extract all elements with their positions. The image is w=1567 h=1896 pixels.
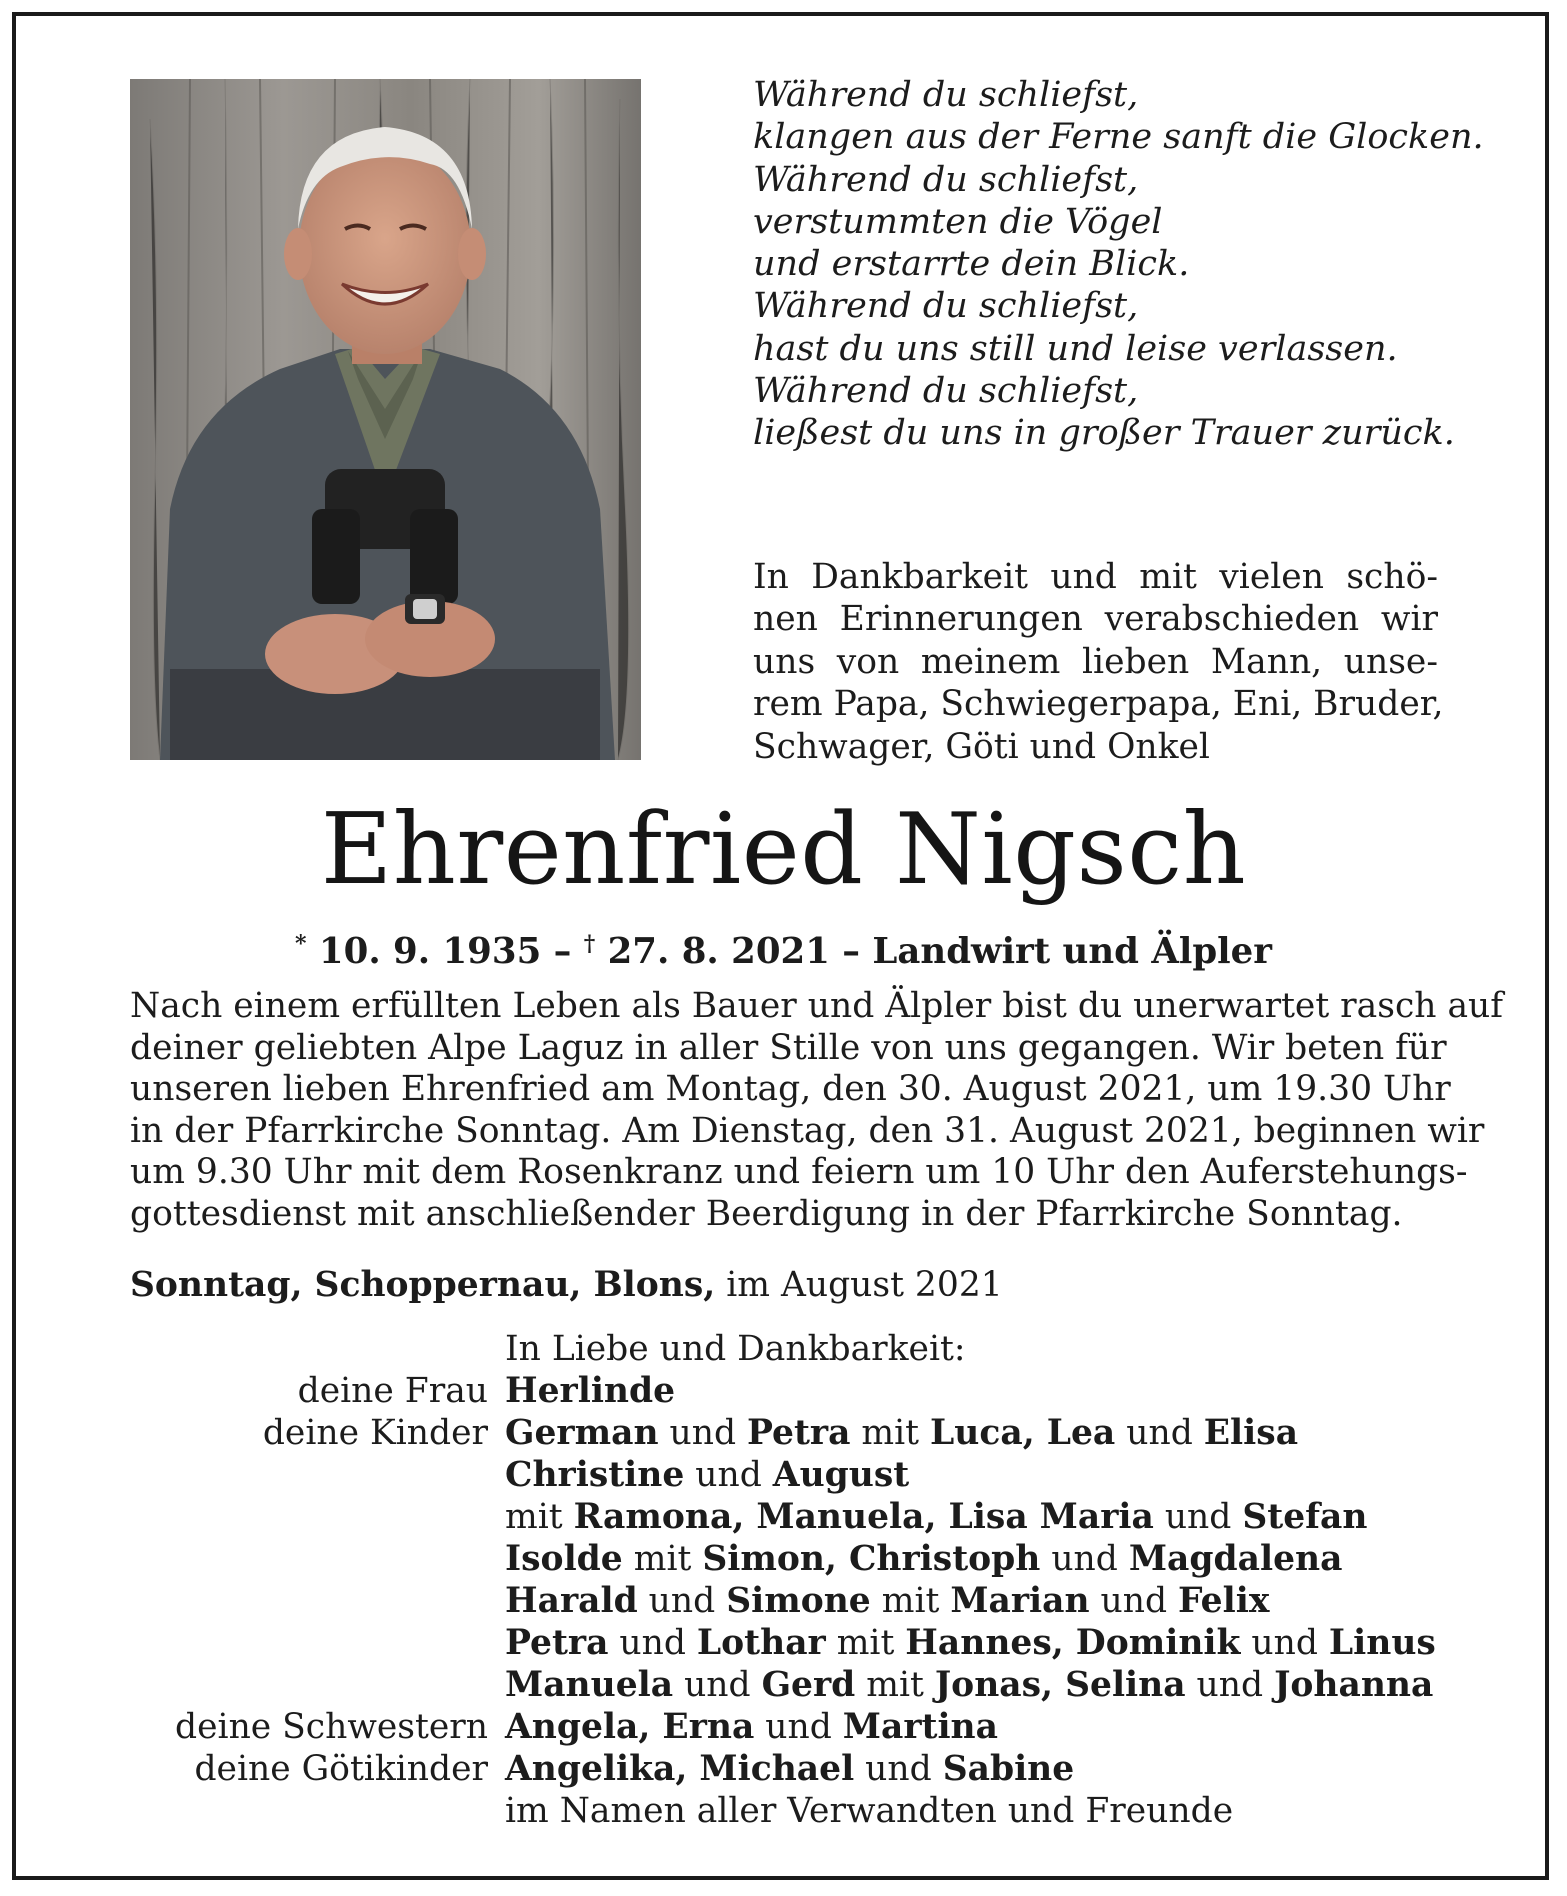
family-member-name: Ramona, Manuela, Lisa Maria <box>573 1497 1154 1537</box>
poem-line: Während du schliefst, <box>753 371 1139 412</box>
body-line: um 9.30 Uhr mit dem Rosenkranz und feiern um 10 Uhr den Auferstehungs- <box>130 1152 1468 1193</box>
sisters-line <box>505 1706 1460 1748</box>
godchildren-line <box>505 1748 1460 1790</box>
family-connector: und <box>1115 1413 1204 1453</box>
family-connector: und <box>1089 1581 1179 1621</box>
family-connector: mit <box>850 1413 930 1453</box>
family-member-name: Martina <box>842 1707 998 1747</box>
intro-line: In Dankbarkeit und mit vielen schö- <box>753 557 1438 597</box>
family-connector: mit <box>870 1581 951 1621</box>
intro-line: Schwager, Göti und Onkel <box>753 726 1210 767</box>
death-date-occupation: 27. 8. 2021 – Landwirt und Älpler <box>607 931 1272 972</box>
family-connector: und <box>754 1707 843 1747</box>
family-member-name: Manuela <box>505 1665 674 1705</box>
sisters-label: deine Schwestern <box>175 1707 488 1747</box>
portrait-photo <box>130 79 641 760</box>
family-row-children <box>130 1664 1460 1706</box>
body-line: Nach einem erfüllten Leben als Bauer und Älpler bist du unerwartet rasch auf <box>130 986 1504 1026</box>
place-towns: Sonntag, Schoppernau, Blons, <box>130 1265 716 1305</box>
family-member-name: Jonas, Selina <box>934 1665 1186 1705</box>
family-row-godchildren <box>130 1748 1460 1790</box>
intro-text <box>753 556 1444 768</box>
family-connector: und <box>637 1581 727 1621</box>
intro-line: rem Papa, Schwiegerpapa, Eni, Bruder, <box>753 684 1444 725</box>
family-heading-row <box>130 1328 1460 1370</box>
poem-line: Während du schliefst, <box>753 159 1139 200</box>
family-connector: und <box>608 1623 697 1663</box>
family-list <box>130 1328 1460 1832</box>
children-line <box>505 1454 1460 1496</box>
poem-line: klangen aus der Ferne sanft die Glocken. <box>753 117 1484 158</box>
children-line <box>505 1664 1460 1706</box>
family-member-name: Christine <box>505 1455 685 1495</box>
family-member-name: August <box>772 1455 910 1495</box>
announcement-body <box>130 986 1504 1236</box>
children-label: deine Kinder <box>262 1413 488 1453</box>
family-connector: und <box>658 1413 748 1453</box>
family-connector: und <box>854 1749 943 1789</box>
family-member-name: Luca, Lea <box>930 1413 1116 1453</box>
family-member-name: Felix <box>1178 1581 1270 1621</box>
godchildren-label: deine Götikinder <box>194 1749 488 1789</box>
intro-line: uns von meinem lieben Mann, unse- <box>753 641 1438 682</box>
family-member-name: Simone <box>726 1581 871 1621</box>
poem <box>753 74 1484 455</box>
family-member-name: Simon, Christoph <box>702 1539 1041 1579</box>
family-connector: und <box>1153 1497 1243 1537</box>
body-line: deiner geliebten Alpe Laguz in aller Stille von uns gegangen. Wir beten für <box>130 1027 1447 1068</box>
poem-line: und erstarrte dein Blick. <box>753 244 1190 285</box>
wife-name: Herlinde <box>505 1371 676 1411</box>
family-row-children <box>130 1454 1460 1496</box>
family-member-name: Angelika, Michael <box>505 1749 855 1789</box>
family-connector: mit <box>622 1539 703 1579</box>
intro-line: nen Erinnerungen verabschieden wir <box>753 599 1438 640</box>
closing-line: im Namen aller Verwandten und Freunde <box>505 1791 1234 1831</box>
family-row-closing <box>130 1790 1460 1832</box>
children-line <box>505 1496 1460 1538</box>
family-member-name: German <box>505 1413 659 1453</box>
family-row-children <box>130 1580 1460 1622</box>
poem-line: Während du schliefst, <box>753 75 1139 115</box>
family-connector: und <box>1240 1623 1329 1663</box>
family-member-name: Lothar <box>696 1623 826 1663</box>
family-member-name: Linus <box>1328 1623 1436 1663</box>
body-line: gottesdienst mit anschließender Beerdigung in der Pfarrkirche Sonntag. <box>130 1193 1403 1234</box>
family-heading: In Liebe und Dankbarkeit: <box>505 1329 966 1369</box>
death-symbol: † <box>583 931 596 957</box>
family-member-name: Petra <box>505 1623 609 1663</box>
wife-label: deine Frau <box>297 1371 488 1411</box>
children-line <box>505 1538 1460 1580</box>
family-row-children <box>130 1622 1460 1664</box>
family-member-name: Johanna <box>1274 1665 1434 1705</box>
poem-line: verstummten die Vögel <box>753 201 1163 242</box>
children-line <box>505 1412 1460 1454</box>
family-row-children <box>130 1496 1460 1538</box>
family-connector: und <box>1040 1539 1129 1579</box>
family-connector: mit <box>855 1665 935 1705</box>
family-connector: mit <box>825 1623 906 1663</box>
family-member-name: Harald <box>505 1581 638 1621</box>
family-connector: und <box>684 1455 773 1495</box>
poem-line: hast du uns still und leise verlassen. <box>753 328 1398 369</box>
family-connector: mit <box>505 1497 574 1537</box>
family-row-wife <box>130 1370 1460 1412</box>
family-connector: und <box>1185 1665 1275 1705</box>
family-member-name: Isolde <box>505 1539 623 1579</box>
family-member-name: Sabine <box>942 1749 1075 1789</box>
family-row-children <box>130 1412 1460 1454</box>
place-month: im August 2021 <box>715 1265 1003 1305</box>
children-line <box>505 1622 1460 1664</box>
body-line: in der Pfarrkirche Sonntag. Am Dienstag, den 31. August 2021, beginnen wir <box>130 1110 1485 1151</box>
family-row-sisters <box>130 1706 1460 1748</box>
family-member-name: Magdalena <box>1128 1539 1343 1579</box>
poem-line: ließest du uns in großer Trauer zurück. <box>753 413 1455 454</box>
family-member-name: Elisa <box>1203 1413 1299 1453</box>
life-dates <box>0 922 1567 974</box>
body-line: unseren lieben Ehrenfried am Montag, den 30. August 2021, um 19.30 Uhr <box>130 1069 1451 1110</box>
family-member-name: Petra <box>747 1413 851 1453</box>
place-date <box>130 1264 1003 1306</box>
family-member-name: Hannes, Dominik <box>905 1623 1241 1663</box>
birth-date: 10. 9. 1935 – <box>318 931 584 972</box>
family-member-name: Gerd <box>761 1665 856 1705</box>
children-line <box>505 1580 1460 1622</box>
family-member-name: Marian <box>950 1581 1090 1621</box>
deceased-name: Ehrenfried Nigsch <box>320 793 1247 907</box>
family-member-name: Stefan <box>1242 1497 1368 1537</box>
family-row-children <box>130 1538 1460 1580</box>
poem-line: Während du schliefst, <box>753 286 1139 327</box>
family-connector: und <box>673 1665 762 1705</box>
birth-symbol: * <box>295 931 307 957</box>
family-member-name: Angela, Erna <box>505 1707 755 1747</box>
